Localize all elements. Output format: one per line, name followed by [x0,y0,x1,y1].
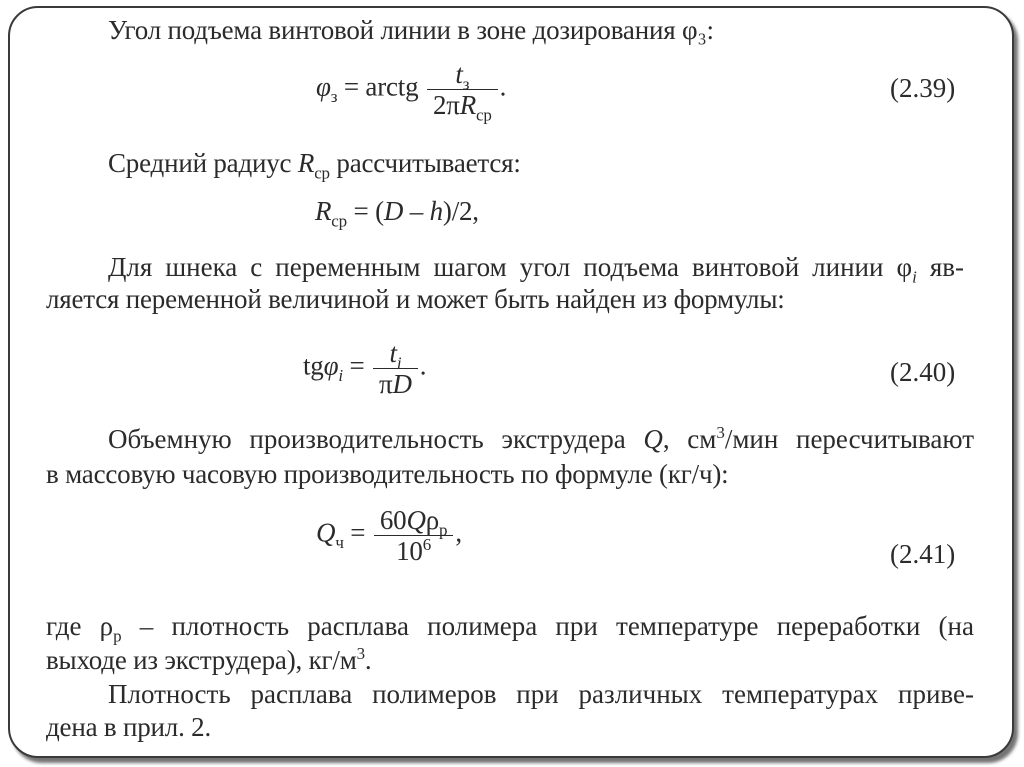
eq-equals: = [343,71,359,102]
eq-fraction-numerator: $60Q\rho_р$ [374,505,454,536]
paragraph-productivity-line2: в массовую часовую производительность по формуле (кг/ч): [46,459,729,489]
paragraph-helix-angle-intro [108,14,714,46]
paragraph-variable-pitch-line1: Для шнека с переменным шагом угол подъема винтовой линии $\varphi_i$ яв- [108,252,964,287]
eq-function-arctg: arctg [365,71,419,102]
eq-fraction-numerator: $t_i$ [373,338,418,369]
eq-fraction [374,505,454,566]
paragraph-melt-density-line2: выходе из экструдера), $кг/м^3$. [46,644,372,675]
equation-number: (2.39) [890,73,956,103]
equation-2-39 [316,59,507,125]
paragraph-variable-pitch-line2: ляется переменной величиной и может быть найден из формулы: [46,284,785,314]
paragraph-melt-density-line1: где $\rho_р$ – плотность расплава полимера при температуре переработки (на [46,611,974,646]
eq-fraction-denominator: πD [379,369,412,399]
paragraph-productivity-line1: Объемную производительность экструдера Q, $см^3$/мин пересчитывают [108,423,974,454]
eq-fraction-denominator: $2\pi R_{ср}$ [432,90,492,125]
eq-subscript: з [330,87,338,107]
equation-number: (2.41) [890,539,956,569]
paragraph-mean-radius: Средний радиус $R_{ср}$ рассчитывается: [108,148,521,183]
equation-mean-radius: $R_{ср} = (D - h)/2$, [315,196,479,231]
eq-fraction [373,338,418,399]
paragraph-appendix-ref-line1: Плотность расплава полимеров при различных температурах приве- [108,679,974,709]
paragraph-appendix-ref-line2: дена в прил. 2. [46,712,212,742]
eq-symbol-phi: φ [316,71,331,102]
eq-fraction-numerator: $t_з$ [427,59,498,90]
eq-trailing-punct: . [499,71,507,102]
paragraph-text: Угол подъема винтовой линии в зоне дозирования φ₃: [108,15,714,45]
eq-fraction [427,59,498,125]
equation-2-41: $Q_ч$ = $\frac{60Q\rho_р}{10^6}$ , [316,505,462,566]
eq-fraction-denominator: $10^6$ [396,535,432,566]
equation-2-40: tgφ$_i$ = $\frac{t_i}{\pi D}$ . [303,338,427,399]
equation-number: (2.40) [890,357,956,387]
